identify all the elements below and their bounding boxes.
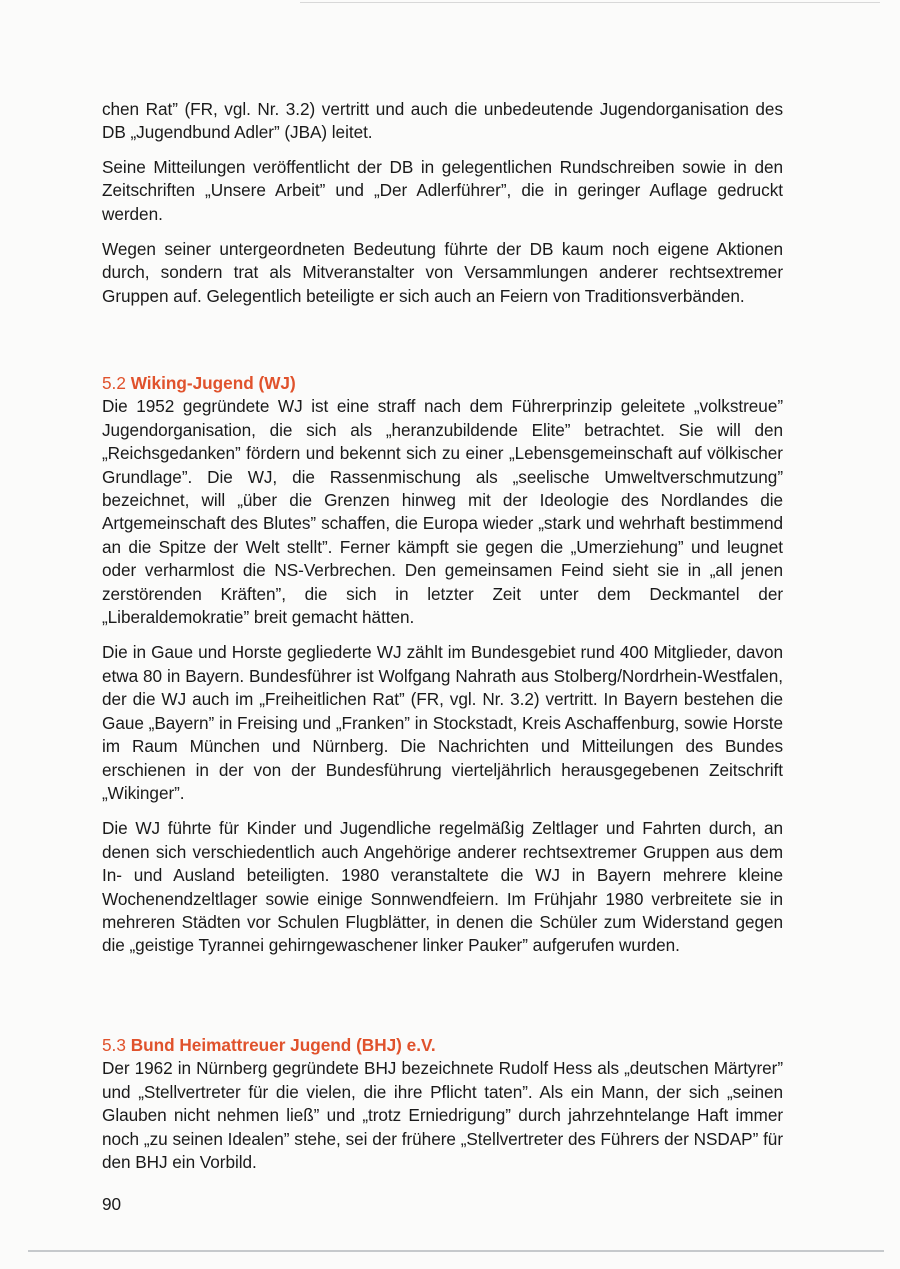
paragraph-db-continued (102, 98, 783, 145)
page-number: 90 (102, 1194, 122, 1214)
paragraph-text: Seine Mitteilungen veröffentlicht der DB in gelegentlichen Rundschreiben sowie in den Zeitschriften „Unsere Arbeit” und „Der Adlerführer”, die in geringer Auflage gedruckt werden. (102, 157, 783, 224)
section-5-3 (102, 1034, 783, 1174)
top-edge-line (300, 2, 880, 3)
bottom-rule (28, 1250, 884, 1252)
paragraph-text: Wegen seiner untergeordneten Bedeutung führte der DB kaum noch eigene Aktionen durch, sondern trat als Mitveranstalter von Versammlungen anderer rechtsextremer Gruppen auf. Gelegentlich beteiligte er sich auch an Feiern von Traditionsverbänden. (102, 239, 783, 306)
section-number: 5.3 (102, 1035, 126, 1055)
section-heading (102, 1034, 783, 1057)
paragraph-db-publications (102, 156, 783, 226)
section-5-2 (102, 372, 783, 958)
paragraph-text: Die 1952 gegründete WJ ist eine straff nach dem Führerprinzip geleitete „volkstreue” Jugendorganisation, die sich als „heranzubildende Elite” betrachtet. Sie will den „Reichsgedanken” fördern und bekennt sich zu einer „Lebensgemeinschaft auf völkischer Grundlage”. Die WJ, die Rassenmischung als „seelische Umweltverschmutzung” bezeichnet, will „über die Grenzen hinweg mit der Ideologie des Nordlandes die Artgemeinschaft des Blutes” schaffen, die Europa wieder „stark und wehrhaft bestimmend an die Spitze der Welt stellt”. Ferner kämpft sie gegen die „Umerziehung” und leugnet oder verharmlost die NS-Verbrechen. Den gemeinsamen Feind sieht sie in „all jenen zerstörenden Kräften”, die sich in letzter Zeit unter dem Deckmantel der „Liberaldemokratie” breit gemacht hätten. (102, 396, 783, 628)
section-heading (102, 372, 783, 395)
paragraph-text: chen Rat” (FR, vgl. Nr. 3.2) vertritt und auch die unbedeutende Jugendorganisation des DB „Jugendbund Adler” (JBA) leitet. (102, 99, 783, 143)
paragraph-db-activities (102, 238, 783, 308)
section-number: 5.2 (102, 373, 126, 393)
paragraph-text: Die WJ führte für Kinder und Jugendliche regelmäßig Zeltlager und Fahrten durch, an denen sich verschiedentlich auch Angehörige anderer rechtsextremer Gruppen aus dem In- und Ausland beteiligten. 1980 veranstaltete die WJ in Bayern mehrere kleine Wochenendzeltlager sowie einige Sonnwendfeiern. Im Frühjahr 1980 verbreitete sie in mehreren Städten vor Schulen Flugblätter, in denen die Schüler zum Widerstand gegen die „geistige Tyrannei gehirngewaschener linker Pauker” aufgerufen wurden. (102, 818, 783, 956)
section-title: Bund Heimattreuer Jugend (BHJ) e.V. (130, 1035, 436, 1055)
section-title: Wiking-Jugend (WJ) (130, 373, 296, 393)
paragraph-text: Der 1962 in Nürnberg gegründete BHJ bezeichnete Rudolf Hess als „deutschen Märtyrer” und „Stellvertreter für die vielen, die ihre Pflicht taten”. Als ein Mann, der sich „seinen Glauben nicht nehmen ließ” und „trotz Erniedrigung” durch jahrzehntelange Haft immer noch „zu seinen Idealen” stehe, sei der frühere „Stellvertreter des Führers der NSDAP” für den BHJ ein Vorbild. (102, 1058, 783, 1173)
paragraph-text: Die in Gaue und Horste gegliederte WJ zählt im Bundesgebiet rund 400 Mitglieder, davon etwa 80 in Bayern. Bundesführer ist Wolfgang Nahrath aus Stolberg/​Nordrhein-Westfalen, der die WJ auch im „Freiheitlichen Rat” (FR, vgl. Nr. 3.2) vertritt. In Bayern bestehen die Gaue „Bayern” in Freising und „Franken” in Stockstadt, Kreis Aschaffenburg, sowie Horste im Raum München und Nürnberg. Die Nachrichten und Mitteilungen des Bundes erschienen in der von der Bundesführung vierteljährlich herausgegebenen Zeitschrift „Wikinger”. (102, 642, 783, 803)
